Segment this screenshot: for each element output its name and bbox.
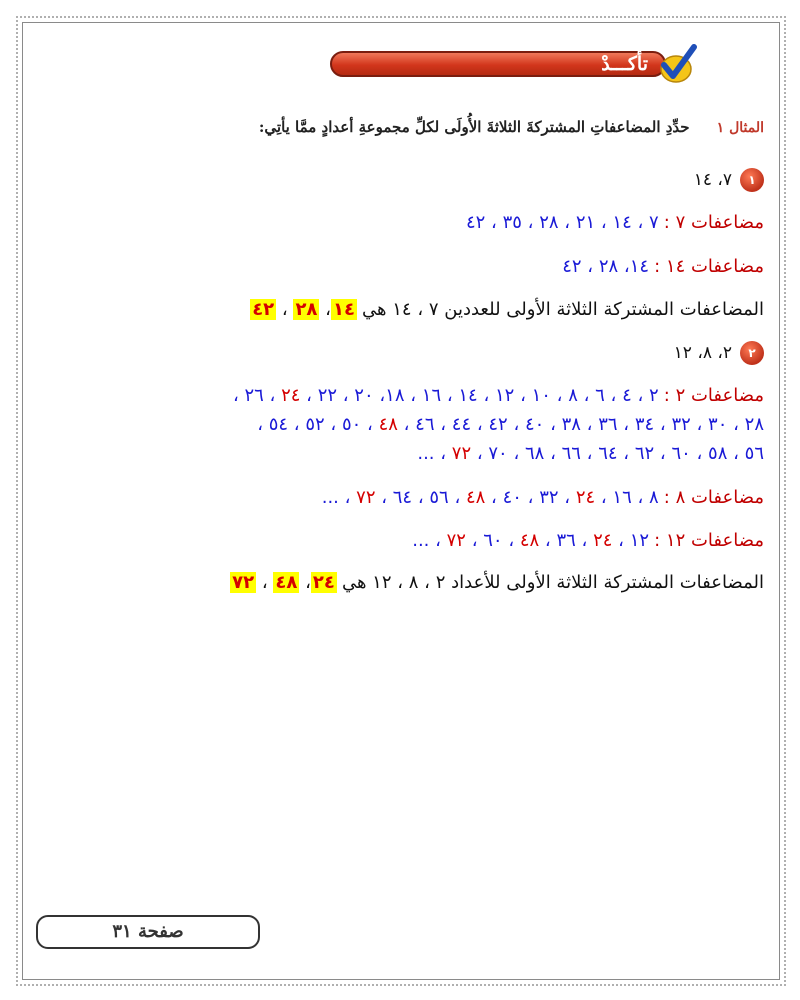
q1-mult7-values: ٧ ، ١٤ ، ٢١ ، ٢٨ ، ٣٥ ، ٤٢: [465, 212, 659, 233]
q2-mult2-line1: [233, 386, 659, 405]
common-multiple: ٢٤: [281, 385, 301, 406]
q2-answer-1: ٢٤: [312, 572, 335, 593]
q2-answer-3: ٧٢: [232, 572, 255, 593]
q1-header: [29, 168, 764, 192]
common-multiple: ٤٨: [519, 530, 540, 551]
check-banner: [330, 43, 688, 85]
checkmark-icon: [658, 43, 698, 85]
q2-badge: ٢: [740, 341, 764, 365]
multiple-list: ٨ ، ١٦ ،: [595, 487, 659, 508]
q1-mult14-label: مضاعفات ١٤ :: [654, 256, 764, 277]
q2-mult8-values: [322, 488, 659, 507]
common-multiple: ٤٨: [465, 487, 486, 508]
q2-mult8-label: مضاعفات ٨ :: [663, 487, 764, 508]
common-multiple: ٤٨: [378, 414, 398, 435]
q2-mult8-row: [29, 487, 764, 508]
q1-answer-row: المضاعفات المشتركة الثلاثة الأولى للعددين ٧ ، ١٤ هي ١٤، ٢٨ ، ٤٢: [252, 299, 764, 320]
multiple-list: ، ٣٦ ،: [539, 530, 594, 551]
common-multiple: ٢٤: [575, 487, 596, 508]
q1-mult7-label: مضاعفات ٧ :: [663, 212, 764, 233]
q2-mult12-values: [412, 531, 649, 550]
page-number: صفحة ٣١: [36, 915, 260, 949]
q2-header: [29, 341, 764, 365]
multiple-list: ١٢ ،: [612, 530, 650, 551]
example-instruction: حدِّدِ المضاعفاتِ المشتركةَ الثلاثةَ الأُولَى لكلِّ مجموعةِ أعدادٍ ممَّا يأتِي:: [258, 118, 690, 136]
example-label: المثال ١: [716, 120, 764, 136]
multiple-list: ، ٥٦ ، ٦٤ ،: [375, 487, 466, 508]
q1-mult14-values: ١٤، ٢٨ ، ٤٢: [562, 256, 650, 277]
q1-mult14-row: [29, 256, 764, 277]
common-multiple: ٧٢: [446, 530, 466, 551]
q2-answer-2: ٤٨: [275, 572, 298, 593]
multiple-list: ، ٢٦ ،: [232, 385, 282, 406]
multiple-list: ٢ ، ٤ ، ٦ ، ٨ ، ١٠ ، ١٢ ، ١٤ ، ١٦ ، ١٨، ٢٠ ، ٢٢ ،: [300, 385, 659, 406]
q2-answer-row: المضاعفات المشتركة الثلاثة الأولى للأعداد ٢ ، ٨ ، ١٢ هي ٢٤، ٤٨ ، ٧٢: [232, 572, 764, 593]
common-multiple: ٧٢: [356, 487, 376, 508]
banner-title: تأكـــدْ: [601, 53, 648, 75]
q1-numbers: ٧، ١٤: [693, 170, 732, 190]
multiple-list: ٥٦ ، ٥٨ ، ٦٠ ، ٦٢ ، ٦٤ ، ٦٦ ، ٦٨ ، ٧٠ ،: [471, 443, 764, 464]
q2-mult2-row-2: [29, 414, 764, 435]
q1-mult7-row: [29, 212, 764, 233]
common-multiple: ٧٢: [451, 443, 472, 464]
q2-mult2-row-3: [29, 443, 764, 464]
q1-answer-1: ١٤: [332, 299, 355, 320]
multiple-list: ، ٦٠ ،: [465, 530, 520, 551]
q2-mult2-label: مضاعفات ٢ :: [663, 385, 764, 406]
multiple-list: ، ٥٠ ، ٥٢ ، ٥٤ ،: [257, 414, 379, 435]
q2-answer-prefix: المضاعفات المشتركة الثلاثة الأولى للأعداد ٢ ، ٨ ، ١٢ هي: [341, 572, 764, 593]
q1-answer-3: ٤٢: [252, 299, 275, 320]
q2-mult12-row: [29, 530, 764, 551]
example-header: [29, 117, 764, 136]
q2-mult2-row-1: [29, 385, 764, 406]
q1-badge: ١: [740, 168, 764, 192]
q1-answer-2: ٢٨: [295, 299, 318, 320]
q2-mult2-line2: [257, 415, 764, 434]
q2-mult2-line3: [417, 444, 764, 463]
q2-mult12-label: مضاعفات ١٢ :: [654, 530, 764, 551]
q2-numbers: ٢، ٨، ١٢: [673, 343, 732, 363]
common-multiple: ٢٤: [593, 530, 613, 551]
multiple-list: ، ...: [321, 487, 357, 508]
multiple-list: ، ...: [417, 443, 452, 464]
multiple-list: ، ٣٢ ، ٤٠ ،: [485, 487, 576, 508]
q1-answer-prefix: المضاعفات المشتركة الثلاثة الأولى للعددين ٧ ، ١٤ هي: [362, 299, 764, 320]
multiple-list: ٢٨ ، ٣٠ ، ٣٢ ، ٣٤ ، ٣٦ ، ٣٨ ، ٤٠ ، ٤٢ ، ٤٤ ، ٤٦ ،: [397, 414, 764, 435]
multiple-list: ، ...: [412, 530, 447, 551]
